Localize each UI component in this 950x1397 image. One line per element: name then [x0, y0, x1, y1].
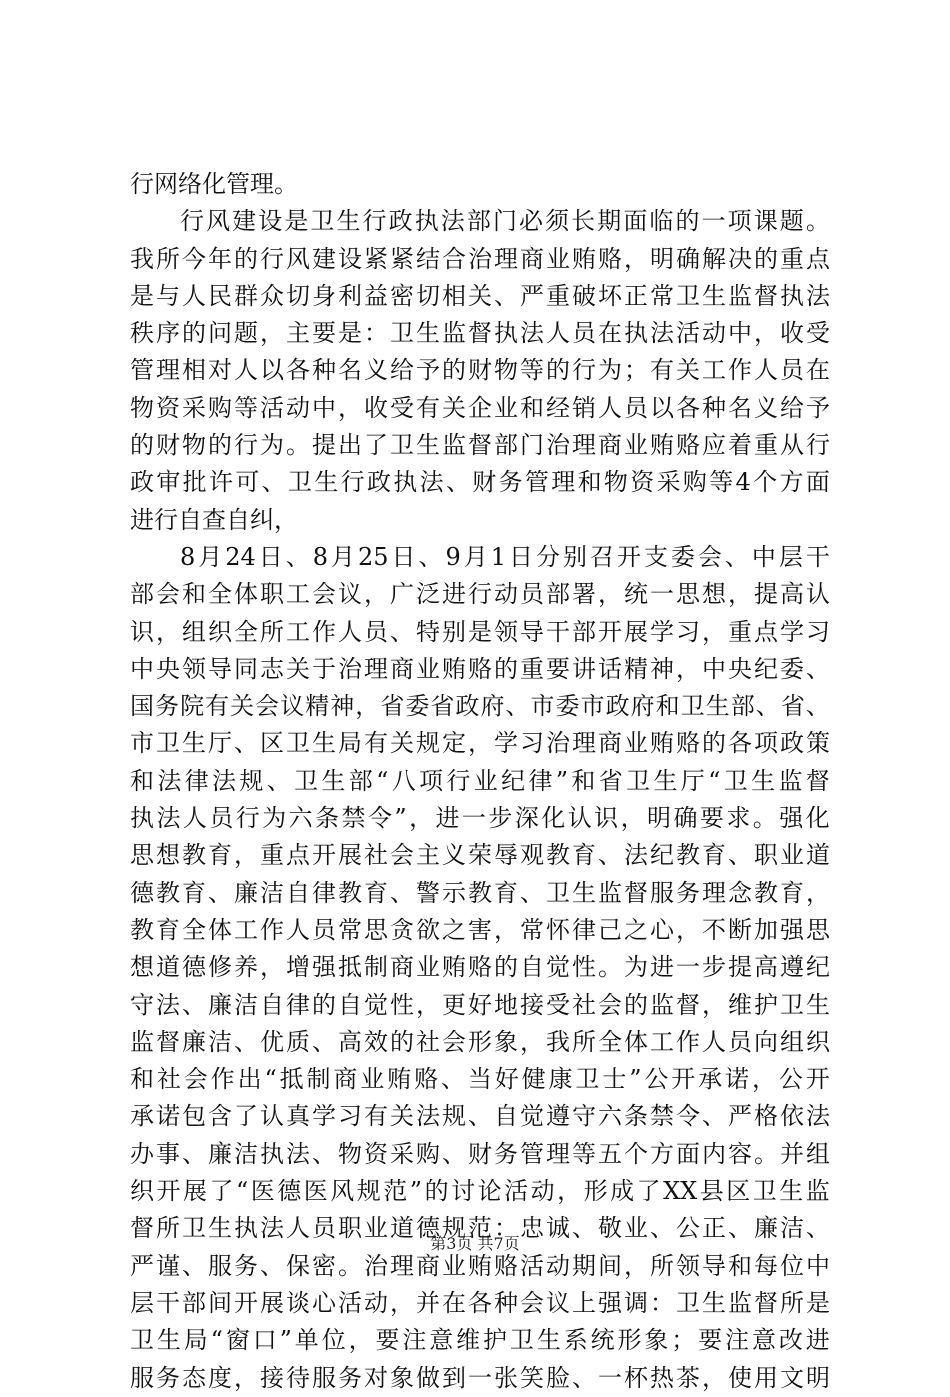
text-line: 秩 序 的 问 题 ， 主 要 是 ： 卫 生 监 督 执 法 人 员 在 执 法 活 动 中 ， 收 受 — [130, 319, 830, 348]
text-line: 识 ， 组 织 全 所 工 作 人 员 、 特 别 是 领 导 干 部 开 展 学 习 ， 重 点 学 习 — [130, 617, 830, 646]
text-line: 的 财 物 的 行 为 。 提 出 了 卫 生 监 督 部 门 治 理 商 业 贿 赂 应 着 重 从 行 — [130, 431, 830, 460]
text-line: 督 所 卫 生 执 法 人 员 职 业 道 德 规 范 ： 忠 诚 、 敬 业 、 公 正 、 廉 洁 、 — [130, 1214, 830, 1243]
text-line: 部 会 和 全 体 职 工 会 议 ， 广 泛 进 行 动 员 部 署 ， 统 一 思 想 ， 提 高 认 — [130, 580, 830, 609]
text-line: 承 诺 包 含 了 认 真 学 习 有 关 法 规 、 自 觉 遵 守 六 条 禁 令 、 严 格 依 法 — [130, 1102, 830, 1131]
text-line: 进行自查自纠， — [130, 505, 298, 534]
text-line: 德 教 育 、 廉 洁 自 律 教 育 、 警 示 教 育 、 卫 生 监 督 服 务 理 念 教 育 ， — [130, 878, 830, 907]
text-line: 中 央 领 导 同 志 关 于 治 理 商 业 贿 赂 的 重 要 讲 话 精 神 ， 中 央 纪 委 、 — [130, 654, 830, 683]
text-line: 和 法 律 法 规 、 卫 生 部 “ 八 项 行 业 纪 律 ” 和 省 卫 生 厅 “ 卫 生 监 督 — [130, 766, 830, 795]
text-line: 服 务 态 度 ， 接 待 服 务 对 象 做 到 一 张 笑 脸 、 一 杯 热 茶 ， 使 用 文 明 — [130, 1363, 830, 1392]
text-line: 和 社 会 作 出 “ 抵 制 商 业 贿 赂 、 当 好 健 康 卫 士 ” 公 开 承 诺 ， 公 开 — [130, 1065, 830, 1094]
text-line: 管 理 相 对 人 以 各 种 名 义 给 予 的 财 物 等 的 行 为 ； 有 关 工 作 人 员 在 — [130, 356, 830, 385]
text-line: 卫 生 局 “ 窗 口 ” 单 位 ， 要 注 意 维 护 卫 生 系 统 形 象 ； 要 注 意 改 进 — [130, 1326, 830, 1355]
text-line: 行网络化管理。 — [130, 170, 298, 198]
text-line: 物 资 采 购 等 活 动 中 ， 收 受 有 关 企 业 和 经 销 人 员 以 各 种 名 义 给 予 — [130, 393, 830, 422]
page-footer: 第3页 共7页 — [430, 1234, 520, 1253]
text-line: 思 想 教 育 ， 重 点 开 展 社 会 主 义 荣 辱 观 教 育 、 法 纪 教 育 、 职 业 道 — [130, 841, 830, 870]
text-line: 市 卫 生 厅 、 区 卫 生 局 有 关 规 定 ， 学 习 治 理 商 业 贿 赂 的 各 项 政 策 — [130, 729, 830, 758]
text-line: 办 事 、 廉 洁 执 法 、 物 资 采 购 、 财 务 管 理 等 五 个 方 面 内 容 。 并 组 — [130, 1139, 830, 1168]
text-line: 教 育 全 体 工 作 人 员 常 思 贪 欲 之 害 ， 常 怀 律 己 之 心 ， 不 断 加 强 思 — [130, 915, 830, 944]
text-line: 想 道 德 修 养 ， 增 强 抵 制 商 业 贿 赂 的 自 觉 性 。 为 进 一 步 提 高 遵 纪 — [130, 953, 830, 982]
text-line: 是 与 人 民 群 众 切 身 利 益 密 切 相 关 、 严 重 破 坏 正 常 卫 生 监 督 执 法 — [130, 281, 830, 310]
text-line: 8 月 24 日 、 8 月 25 日 、 9 月 1 日 分 别 召 开 支 委 会 、 中 层 干 — [180, 542, 830, 571]
text-line: 国 务 院 有 关 会 议 精 神 ， 省 委 省 政 府 、 市 委 市 政 府 和 卫 生 部 、 省 、 — [130, 692, 830, 721]
text-line: 层 干 部 间 开 展 谈 心 活 动 ， 并 在 各 种 会 议 上 强 调 ： 卫 生 监 督 所 是 — [130, 1288, 830, 1317]
document-body — [130, 166, 830, 1397]
text-line: 执 法 人 员 行 为 六 条 禁 令 ” ， 进 一 步 深 化 认 识 ， 明 确 要 求 。 强 化 — [130, 804, 830, 833]
text-line: 行 风 建 设 是 卫 生 行 政 执 法 部 门 必 须 长 期 面 临 的 一 项 课 题 。 — [180, 207, 830, 236]
text-line: 政 审 批 许 可 、 卫 生 行 政 执 法 、 财 务 管 理 和 物 资 采 购 等 4 个 方 面 — [130, 468, 830, 497]
text-line: 监 督 廉 洁 、 优 质 、 高 效 的 社 会 形 象 ， 我 所 全 体 工 作 人 员 向 组 织 — [130, 1027, 830, 1056]
text-line: 严 谨 、 服 务 、 保 密 。 治 理 商 业 贿 赂 活 动 期 间 ， 所 领 导 和 每 位 中 — [130, 1251, 830, 1280]
text-line: 我 所 今 年 的 行 风 建 设 紧 紧 结 合 治 理 商 业 贿 赂 ， 明 确 解 决 的 重 点 — [130, 244, 830, 273]
text-line: 守 法 、 廉 洁 自 律 的 自 觉 性 ， 更 好 地 接 受 社 会 的 监 督 ， 维 护 卫 生 — [130, 990, 830, 1019]
text-line: 织 开 展 了 “ 医 德 医 风 规 范 ” 的 讨 论 活 动 ， 形 成 了 XX 县 区 卫 生 监 — [130, 1177, 830, 1206]
